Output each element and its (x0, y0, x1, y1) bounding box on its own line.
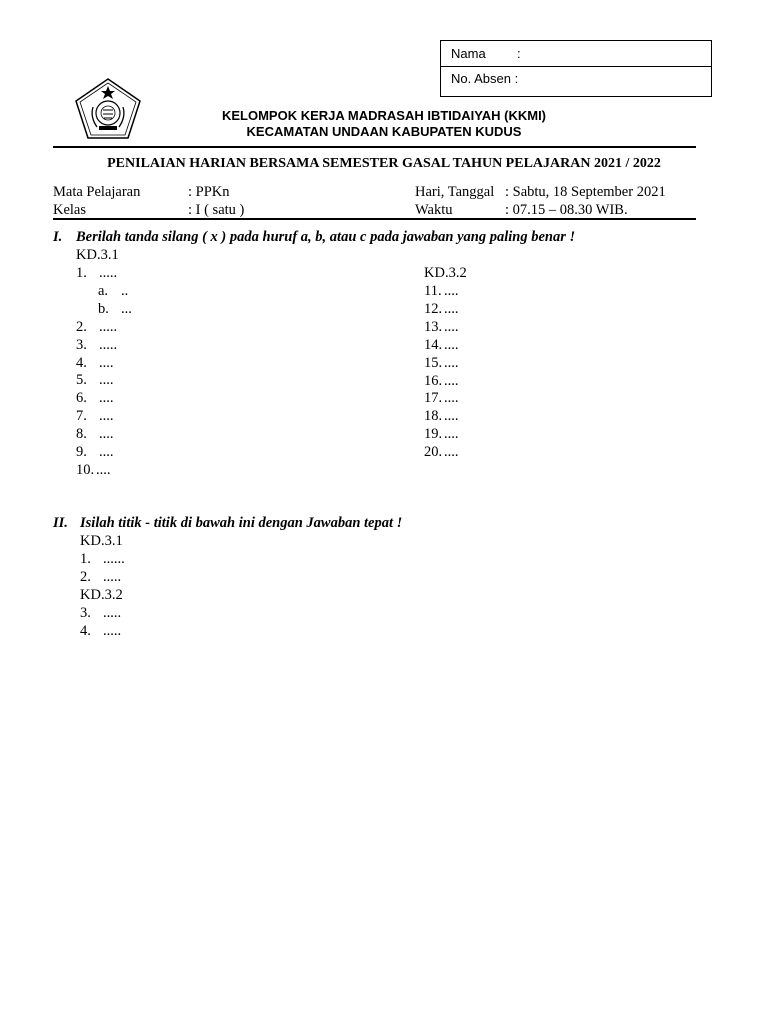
question-number: 5. (76, 372, 87, 388)
answer-blank: .... (444, 408, 459, 424)
question-number: 13. (424, 319, 443, 335)
answer-blank: ..... (99, 265, 118, 281)
question-number: 18. (424, 408, 443, 424)
question-number: 2. (80, 569, 91, 585)
question-number: 12. (424, 301, 443, 317)
day-date-value: : Sabtu, 18 September 2021 (505, 184, 666, 200)
section2-instruction: Isilah titik - titik di bawah ini dengan Jawaban tepat ! (80, 515, 403, 531)
answer-blank: .... (444, 283, 459, 299)
section1-kd-left: KD.3.1 (76, 247, 119, 263)
org-location (0, 124, 768, 139)
answer-blank: .... (444, 373, 459, 389)
day-date-label: Hari, Tanggal (415, 184, 495, 200)
answer-blank: .... (99, 390, 114, 406)
name-colon: : (517, 46, 521, 61)
exam-title-text: PENILAIAN HARIAN BERSAMA SEMESTER GASAL TAHUN PELAJARAN 2021 / 2022 (107, 156, 661, 171)
section1-numeral: I. (53, 229, 63, 245)
org-line1: KELOMPOK KERJA MADRASAH IBTIDAIYAH (KKMI) (221, 108, 547, 123)
class-value: : I ( satu ) (188, 202, 245, 218)
info-rule (53, 218, 696, 220)
question-number: 8. (76, 426, 87, 442)
question-number: 20. (424, 444, 443, 460)
org-name (0, 108, 768, 123)
question-number: 6. (76, 390, 87, 406)
question-number: 16. (424, 373, 443, 389)
answer-blank: .... (444, 355, 459, 371)
section2-numeral: II. (53, 515, 68, 531)
answer-blank: .. (121, 283, 129, 299)
question-number: 11. (424, 283, 442, 299)
section2-kd-first: KD.3.1 (80, 533, 123, 549)
answer-blank: ..... (99, 337, 118, 353)
section2-kd-second: KD.3.2 (80, 587, 123, 603)
subject-label: Mata Pelajaran (53, 184, 141, 200)
question-number: 15. (424, 355, 443, 371)
question-number: 4. (80, 623, 91, 639)
answer-blank: .... (444, 301, 459, 317)
question-number: 3. (76, 337, 87, 353)
question-number: 2. (76, 319, 87, 335)
answer-blank: ..... (99, 319, 118, 335)
class-label: Kelas (53, 202, 87, 218)
answer-blank: ..... (103, 605, 122, 621)
answer-blank: .... (96, 462, 111, 478)
question-number: 10. (76, 462, 95, 478)
answer-blank: .... (444, 337, 459, 353)
org-line2: KECAMATAN UNDAAN KABUPATEN KUDUS (246, 124, 522, 139)
question-number: b. (98, 301, 109, 317)
answer-blank: .... (99, 444, 114, 460)
answer-blank: .... (444, 319, 459, 335)
answer-blank: .... (444, 426, 459, 442)
question-number: 4. (76, 355, 87, 371)
question-number: 9. (76, 444, 87, 460)
answer-blank: ... (121, 301, 132, 317)
answer-blank: ...... (103, 551, 125, 567)
answer-blank: .... (99, 355, 114, 371)
time-value: : 07.15 – 08.30 WIB. (505, 202, 628, 218)
answer-blank: ..... (103, 569, 122, 585)
exam-title (0, 156, 768, 172)
question-number: 19. (424, 426, 443, 442)
section1-instruction: Berilah tanda silang ( x ) pada huruf a, b, atau c pada jawaban yang paling benar ! (76, 229, 576, 245)
question-number: 1. (76, 265, 87, 281)
answer-blank: ..... (103, 623, 122, 639)
time-label: Waktu (415, 202, 453, 218)
question-number: 7. (76, 408, 87, 424)
header-rule (53, 146, 696, 148)
identity-box (440, 40, 712, 97)
answer-blank: .... (444, 390, 459, 406)
answer-blank: .... (99, 426, 114, 442)
answer-blank: .... (99, 372, 114, 388)
name-label: Nama (451, 46, 486, 61)
question-number: 14. (424, 337, 443, 353)
question-number: a. (98, 283, 109, 299)
answer-blank: .... (99, 408, 114, 424)
question-number: 3. (80, 605, 91, 621)
section1-kd-right: KD.3.2 (424, 265, 467, 281)
answer-blank: .... (444, 444, 459, 460)
absen-label: No. Absen : (451, 71, 519, 86)
question-number: 1. (80, 551, 91, 567)
subject-value: : PPKn (188, 184, 230, 200)
question-number: 17. (424, 390, 443, 406)
